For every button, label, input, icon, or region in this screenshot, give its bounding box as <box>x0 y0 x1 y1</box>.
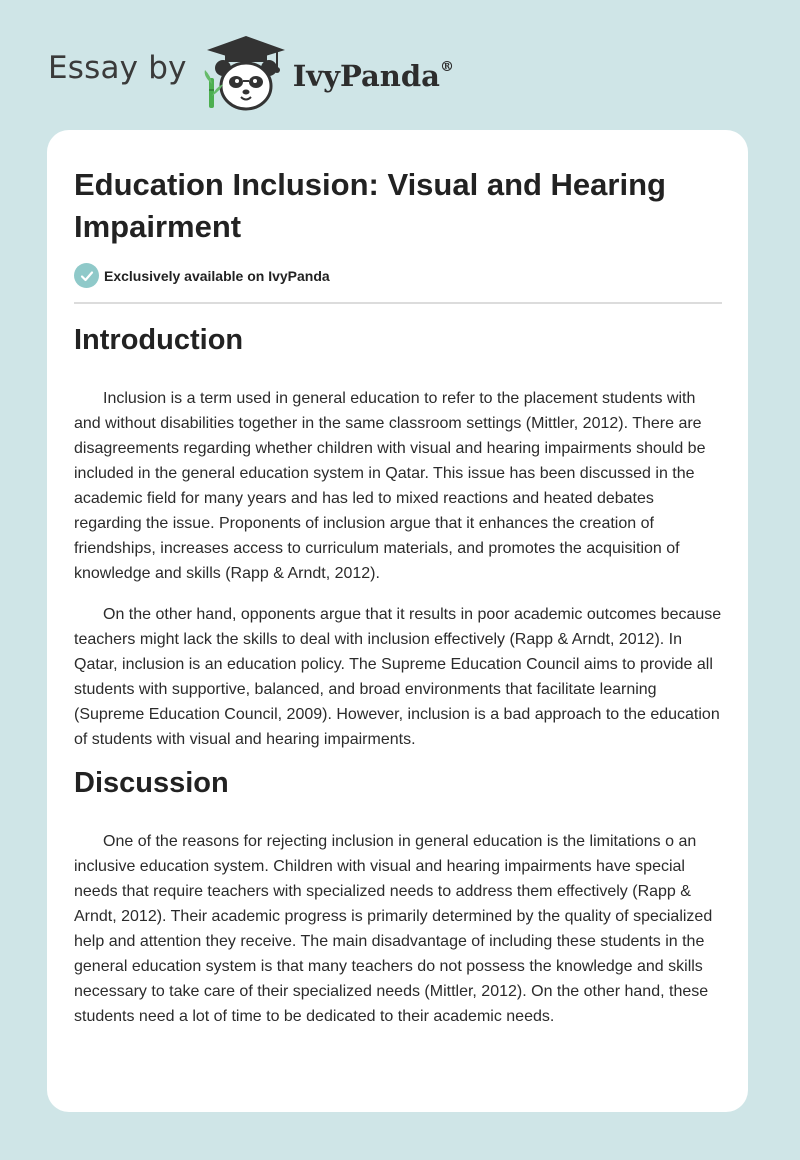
essay-title: Education Inclusion: Visual and Hearing Impairment <box>74 167 666 244</box>
availability-text: Exclusively available on IvyPanda <box>104 267 330 284</box>
section-heading-discussion: Discussion <box>74 767 229 799</box>
checkmark-icon <box>74 263 99 288</box>
brand-prefix: Essay by <box>48 50 187 86</box>
section-heading-introduction: Introduction <box>74 324 244 356</box>
essay-card <box>47 130 748 1112</box>
availability-badge <box>74 263 330 288</box>
paragraph: On the other hand, opponents argue that it results in poor academic outcomes because teachers might lack the skills to deal with inclusion effectively (Rapp & Arndt, 2012). In Qatar, inclusion is an education policy. The Supreme Education Council aims to provide all students with supportive, balanced, and broad environments that facilitate learning (Supreme Education Council, 2009). However, inclusion is a bad approach to the education of students with visual and hearing impairments. <box>74 606 722 748</box>
paragraph: One of the reasons for rejecting inclusion in general education is the limitations o an inclusive education system. Children with visual and hearing impairments have special needs that require teachers with specialized needs to address them effectively (Rapp & Arndt, 2012). Their academic progress is primarily determined by the quality of specialized help and attention they receive. The main disadvantage of including these students in the general education system is that many teachers do not possess the knowledge and skills necessary to take care of their specialized needs (Mittler, 2012). On the other hand, these students need a lot of time to be dedicated to their academic needs. <box>74 833 713 1025</box>
site-brand[interactable] <box>48 34 454 114</box>
divider <box>74 302 722 304</box>
brand-name: IvyPanda® <box>292 59 454 93</box>
panda-graduate-icon <box>201 34 291 114</box>
paragraph: Inclusion is a term used in general education to refer to the placement students with and without disabilities together in the same classroom settings (Mittler, 2012). There are disagreements regarding whether children with visual and hearing impairments should be included in the general education system in Qatar. This issue has been discussed in the academic field for many years and has led to mixed reactions and heated debates regarding the issue. Proponents of inclusion argue that it enhances the creation of friendships, increases access to curriculum materials, and promotes the acquisition of knowledge and skills (Rapp & Arndt, 2012). <box>74 390 706 582</box>
